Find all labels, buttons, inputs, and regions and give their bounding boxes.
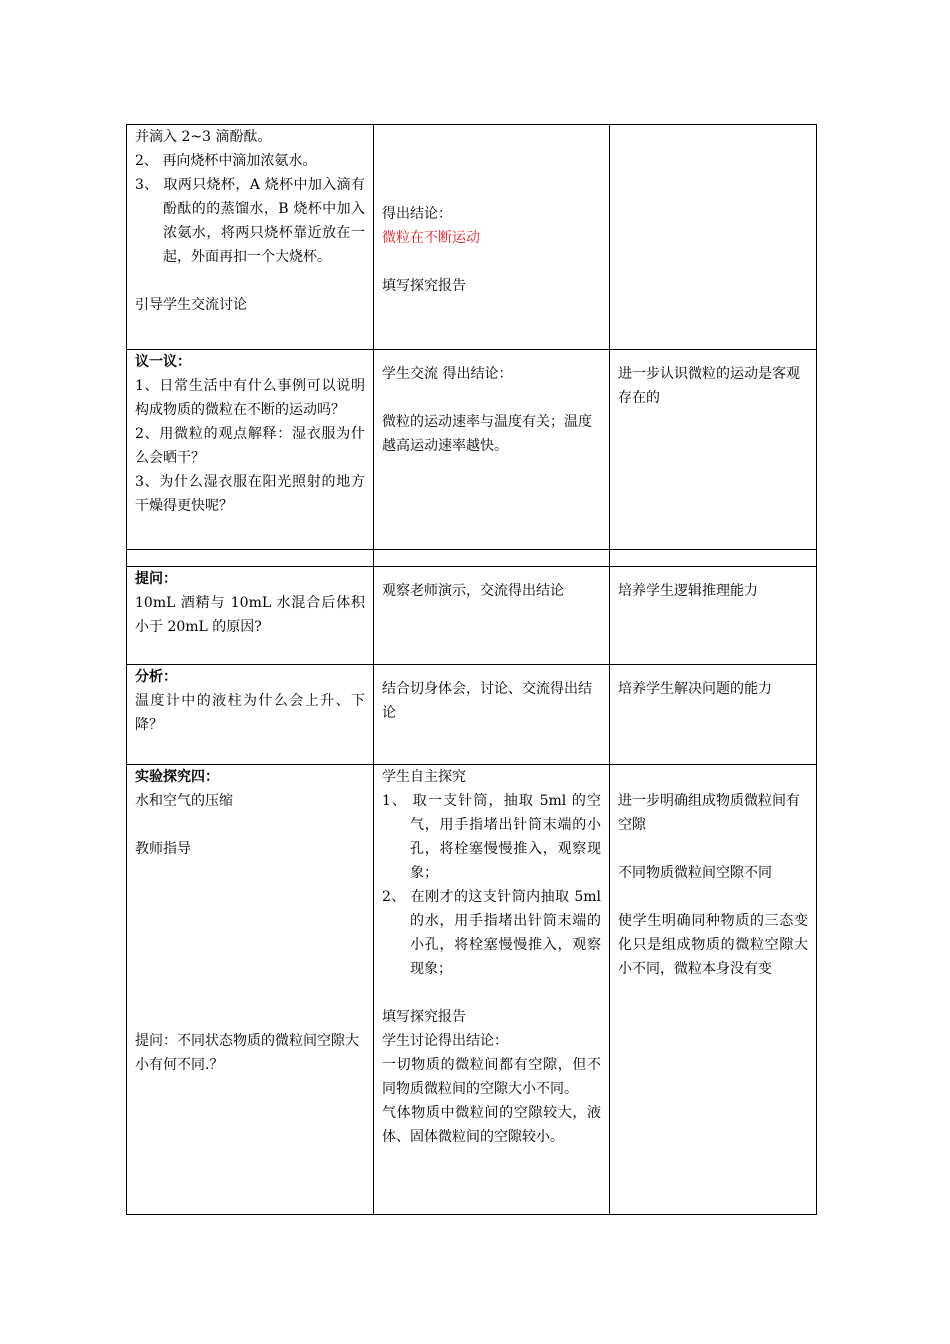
table-row xyxy=(127,665,817,765)
question-text: 温度计中的液柱为什么会上升、下降？ xyxy=(135,693,365,733)
cell-student xyxy=(374,350,610,550)
subtitle-text: 水和空气的压缩 xyxy=(135,793,233,809)
cell-student xyxy=(374,665,610,765)
question-text: 提问：不同状态物质的微粒间空隙大小有何不同.？ xyxy=(135,1033,359,1073)
cell-student xyxy=(374,765,610,1215)
intent-text: 使学生明确同种物质的三态变化只是组成物质的微粒空隙大小不同，微粒本身没有变 xyxy=(618,913,808,977)
intent-text: 进一步明确组成物质微粒间有空隙 xyxy=(618,793,800,833)
step-text: 3、 取两只烧杯，A 烧杯中加入滴有酚酞的的蒸馏水，B 烧杯中加入浓氨水，将两只烧杯靠近放在一起，外面再扣一个大烧杯。 xyxy=(135,177,365,265)
conclusion-text: 一切物质的微粒间都有空隙，但不同物质微粒间的空隙大小不同。 xyxy=(382,1057,601,1097)
section-title: 实验探究四： xyxy=(135,769,219,785)
intent-text: 培养学生逻辑推理能力 xyxy=(618,583,758,599)
cell-intent xyxy=(610,125,817,350)
cell-activity xyxy=(127,350,374,550)
table-row xyxy=(127,350,817,550)
table-row xyxy=(127,765,817,1215)
student-text: 学生自主探究 xyxy=(382,769,466,785)
question-text: 1、日常生活中有什么事例可以说明构成物质的微粒在不断的运动吗？ xyxy=(135,378,365,418)
conclusion-label: 得出结论： xyxy=(382,206,452,222)
cell-activity xyxy=(127,765,374,1215)
question-text: 3、为什么湿衣服在阳光照射的地方干燥得更快呢？ xyxy=(135,474,365,514)
step-text: 2、 再向烧杯中滴加浓氨水。 xyxy=(135,153,317,169)
lesson-plan-table xyxy=(126,124,817,1215)
cell-intent xyxy=(610,567,817,665)
step-text: 2、 在刚才的这支针筒内抽取 5ml 的水，用手指堵出针筒末端的小孔，将栓塞慢慢推入，观察现象； xyxy=(382,889,601,977)
table-row xyxy=(127,567,817,665)
question-text: 2、用微粒的观点解释：湿衣服为什么会晒干？ xyxy=(135,426,365,466)
cell-activity xyxy=(127,125,374,350)
cell-intent xyxy=(610,665,817,765)
conclusion-text: 微粒在不断运动 xyxy=(382,230,480,246)
table-row xyxy=(127,550,817,567)
cell-student xyxy=(374,125,610,350)
cell-intent xyxy=(610,765,817,1215)
student-text: 结合切身体会，讨论、交流得出结论 xyxy=(382,681,592,721)
student-text: 学生讨论得出结论： xyxy=(382,1033,508,1049)
guide-text: 引导学生交流讨论 xyxy=(135,297,247,313)
section-title: 议一议： xyxy=(135,354,191,370)
step-text: 并滴入 2~3 滴酚酞。 xyxy=(135,129,272,145)
student-text: 学生交流 得出结论： xyxy=(382,366,513,382)
intent-text: 培养学生解决问题的能力 xyxy=(618,681,772,697)
report-text: 填写探究报告 xyxy=(382,278,466,294)
student-text: 观察老师演示，交流得出结论 xyxy=(382,583,564,599)
step-text: 1、 取一支针筒，抽取 5ml 的空气，用手指堵出针筒末端的小孔，将栓塞慢慢推入，观察现象； xyxy=(382,793,601,881)
cell-activity xyxy=(127,665,374,765)
intent-text: 不同物质微粒间空隙不同 xyxy=(618,865,772,881)
conclusion-text: 气体物质中微粒间的空隙较大，液体、固体微粒间的空隙较小。 xyxy=(382,1105,601,1145)
student-text: 微粒的运动速率与温度有关；温度越高运动速率越快。 xyxy=(382,414,592,454)
report-text: 填写探究报告 xyxy=(382,1009,466,1025)
cell-student xyxy=(374,567,610,665)
question-text: 10mL 酒精与 10mL 水混合后体积小于 20mL 的原因? xyxy=(135,595,365,635)
section-title: 分析： xyxy=(135,669,177,685)
intent-text: 进一步认识微粒的运动是客观存在的 xyxy=(618,366,800,406)
guide-text: 教师指导 xyxy=(135,841,191,857)
table-row xyxy=(127,125,817,350)
cell-activity xyxy=(127,567,374,665)
cell-intent xyxy=(610,350,817,550)
section-title: 提问： xyxy=(135,571,177,587)
